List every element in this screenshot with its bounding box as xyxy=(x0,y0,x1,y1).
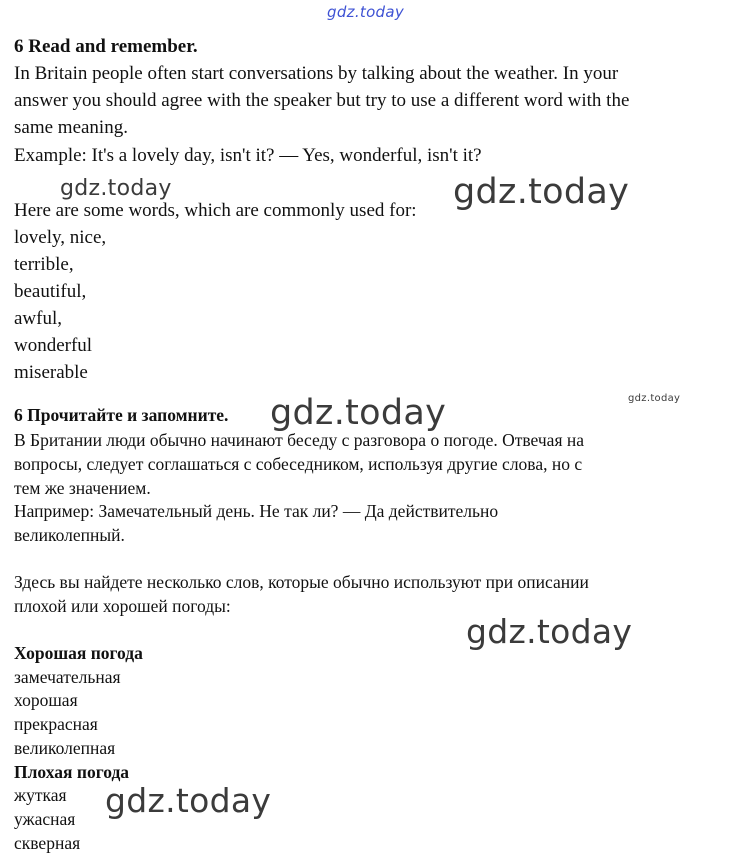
intro-line: вопросы, следует соглашаться с собеседником, используя другие слова, но с xyxy=(14,454,583,474)
word-item: прекрасная xyxy=(14,714,98,734)
watermark: gdz.today xyxy=(270,393,447,433)
watermark: gdz.today xyxy=(628,393,681,404)
word-item: хорошая xyxy=(14,690,78,710)
watermark: gdz.today xyxy=(466,612,633,651)
intro-line: answer you should agree with the speaker but try to use a different word with the xyxy=(14,90,630,111)
word-item: скверная xyxy=(14,833,81,853)
word-item: жуткая xyxy=(14,785,67,805)
word-item: lovely, nice, xyxy=(14,227,107,248)
section-heading-en: 6 Read and remember. xyxy=(14,36,198,57)
intro-line: In Britain people often start conversations by talking about the weather. In your xyxy=(14,63,619,84)
watermark: gdz.today xyxy=(105,781,272,820)
good-weather-heading: Хорошая погода xyxy=(14,643,143,663)
intro-line: same meaning. xyxy=(14,117,128,138)
word-item: awful, xyxy=(14,308,63,329)
example-text: Example: It's a lovely day, isn't it? — Yes, wonderful, isn't it? xyxy=(14,145,482,166)
section-heading-ru: 6 Прочитайте и запомните. xyxy=(14,405,229,425)
word-item: великолепная xyxy=(14,738,116,758)
example-line: Например: Замечательный день. Не так ли? — Да действительно xyxy=(14,501,499,521)
watermark-top: gdz.today xyxy=(327,3,405,21)
word-item: miserable xyxy=(14,362,88,383)
words-intro: Here are some words, which are commonly used for: xyxy=(14,200,417,221)
example-line: великолепный. xyxy=(14,525,125,545)
word-item: замечательная xyxy=(14,667,121,687)
watermark: gdz.today xyxy=(453,172,630,212)
word-item: terrible, xyxy=(14,254,74,275)
intro-line: В Британии люди обычно начинают беседу с разговора о погоде. Отвечая на xyxy=(14,430,584,450)
words-intro-line: Здесь вы найдете несколько слов, которые обычно используют при описании xyxy=(14,572,589,592)
intro-line: тем же значением. xyxy=(14,478,151,498)
word-item: wonderful xyxy=(14,335,93,356)
word-item: ужасная xyxy=(14,809,76,829)
word-item: beautiful, xyxy=(14,281,87,302)
bad-weather-heading: Плохая погода xyxy=(14,762,130,782)
words-intro-line: плохой или хорошей погоды: xyxy=(14,596,231,616)
watermark: gdz.today xyxy=(60,176,172,201)
